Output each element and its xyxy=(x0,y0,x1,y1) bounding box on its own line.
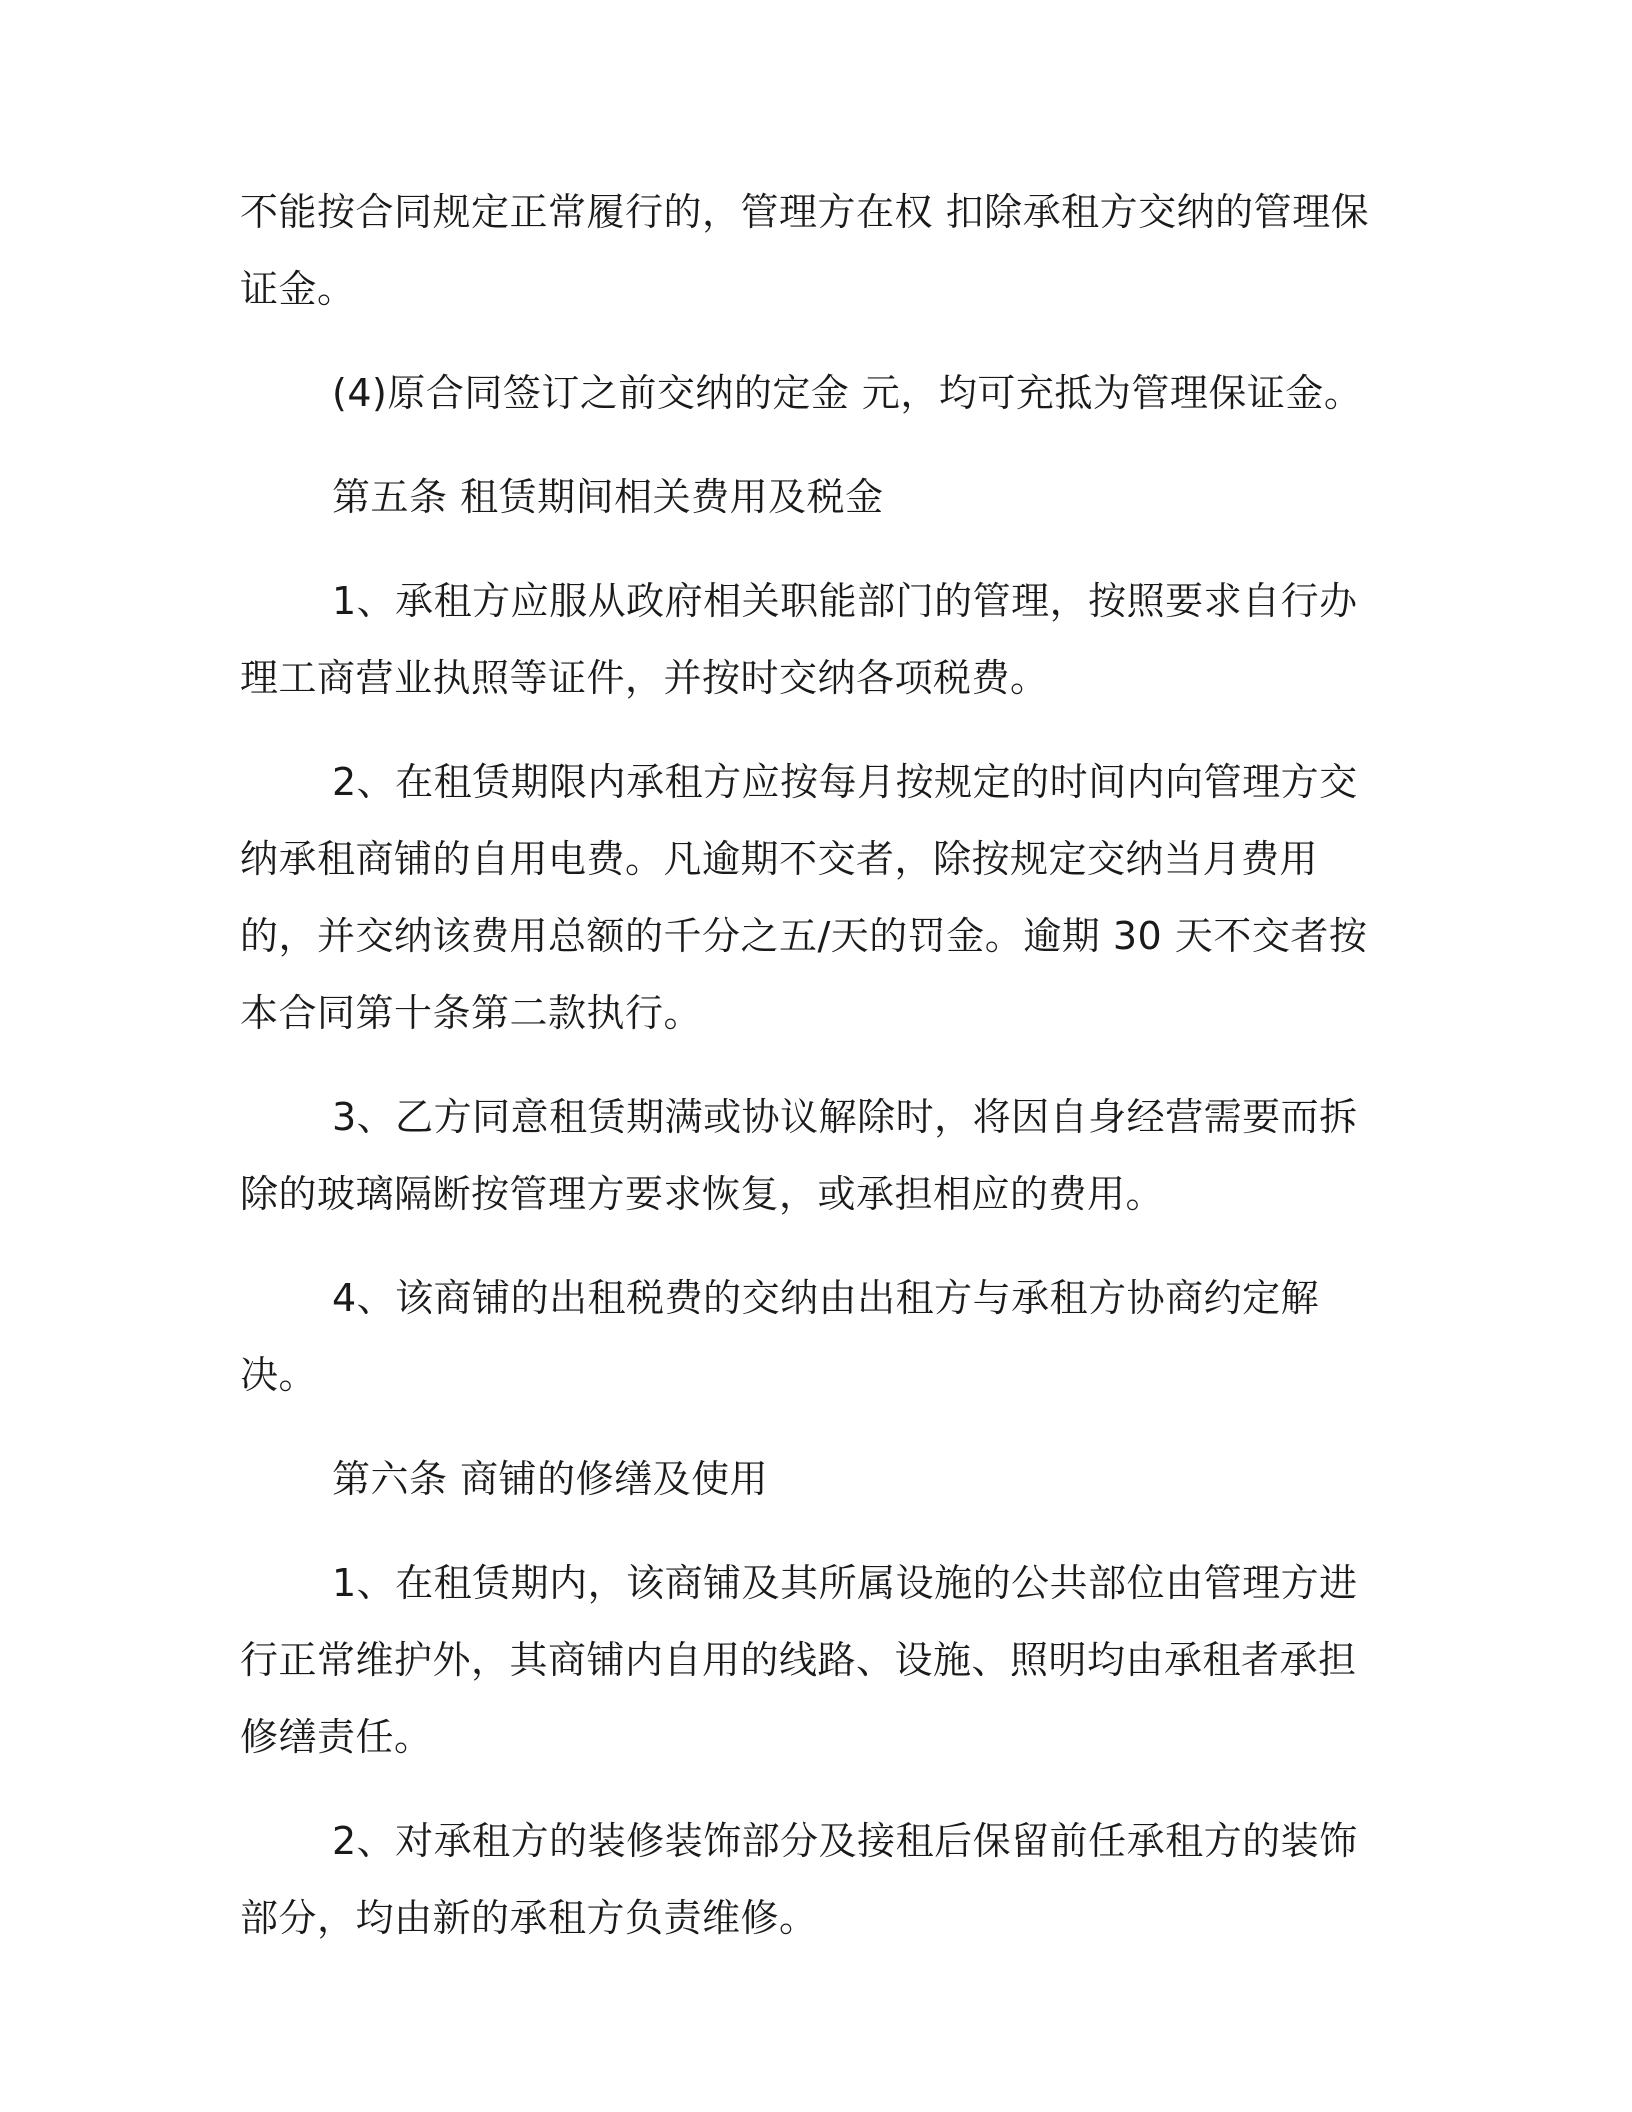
article-5-clause-2: 2、在租赁期限内承租方应按每月按规定的时间内向管理方交纳承租商铺的自用电费。凡逾期不交者，除按规定交纳当月费用的，并交纳该费用总额的千分之五/天的罚金。逾期 30 天不交者按本合同第十条第二款执行。 xyxy=(240,760,1368,1035)
article-6-clause-2: 2、对承租方的装修装饰部分及接租后保留前任承租方的装饰部分，均由新的承租方负责维修。 xyxy=(240,1819,1358,1940)
article-6-heading: 第六条 商铺的修缮及使用 xyxy=(332,1457,769,1501)
paragraph-deposit-offset: (4)原合同签订之前交纳的定金 元，均可充抵为管理保证金。 xyxy=(332,371,1363,415)
document-body xyxy=(240,174,1370,1957)
article-5-clause-4: 4、该商铺的出租税费的交纳由出租方与承租方协商约定解决。 xyxy=(240,1276,1320,1397)
article-5-heading: 第五条 租赁期间相关费用及税金 xyxy=(332,475,884,519)
paragraph-continuation: 不能按合同规定正常履行的，管理方在权 扣除承租方交纳的管理保证金。 xyxy=(240,190,1370,311)
article-6-clause-1: 1、在租赁期内，该商铺及其所属设施的公共部位由管理方进行正常维护外，其商铺内自用的线路、设施、照明均由承租者承担修缮责任。 xyxy=(240,1561,1358,1759)
article-5-clause-3: 3、乙方同意租赁期满或协议解除时，将因自身经营需要而拆除的玻璃隔断按管理方要求恢复，或承担相应的费用。 xyxy=(240,1095,1358,1216)
article-5-clause-1: 1、承租方应服从政府相关职能部门的管理，按照要求自行办理工商营业执照等证件，并按时交纳各项税费。 xyxy=(240,579,1358,700)
